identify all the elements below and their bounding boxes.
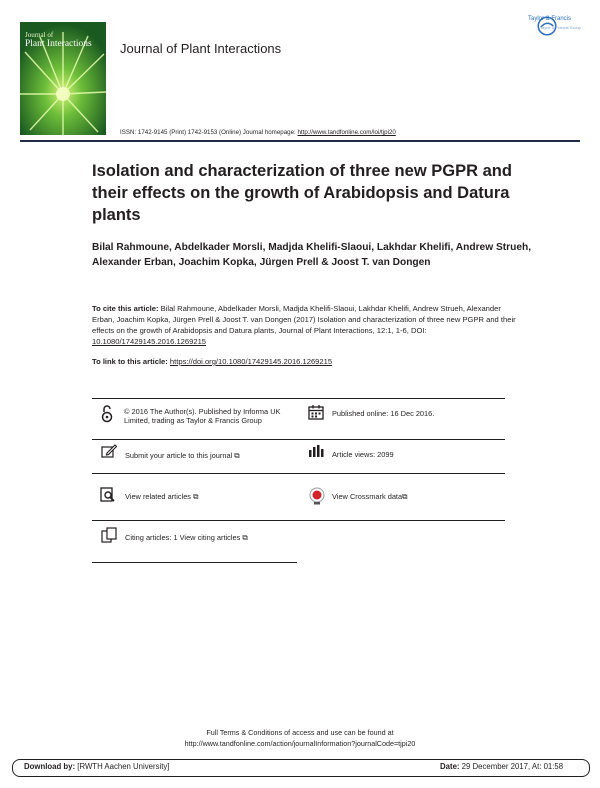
citation-block [92,303,522,347]
download-date-value: 29 December 2017, At: 01:58 [459,762,564,771]
issn-text: ISSN: 1742-9145 (Print) 1742-9153 (Online) Journal homepage: [120,129,298,136]
crossmark-icon [309,487,325,505]
external-link-icon: ⧉ [242,533,248,542]
cover-title-line2: Plant Interactions [25,39,92,49]
related-articles-label: View related articles [125,492,191,501]
crossmark-link[interactable] [332,492,407,501]
crossmark-label: View Crossmark data [332,492,403,501]
downloaded-by [24,762,169,771]
grid-rule-top [92,398,505,399]
cite-doi-link[interactable]: 10.1080/17429145.2016.1269215 [92,337,207,346]
submit-article-label: Submit your article to this journal [125,451,233,460]
grid-rule-1 [92,439,505,440]
citing-articles-link[interactable] [125,533,248,542]
published-date: Published online: 16 Dec 2016. [332,409,435,418]
downloaded-by-label: Download by: [24,762,76,771]
cover-title-line1: Journal of [25,31,54,39]
related-articles-link[interactable] [125,492,198,501]
related-articles-icon [100,487,116,503]
grid-rule-4 [92,562,297,563]
edit-icon [101,444,117,458]
downloaded-by-value: [RWTH Aachen University] [75,762,170,771]
article-title: Isolation and characterization of three new PGPR and their effects on the growth of Arabidopsis and Datura plants [92,162,512,224]
publisher-tagline: Taylor & Francis Group [540,25,581,30]
external-link-icon: ⧉ [234,451,240,460]
issn-line [120,129,396,136]
cite-text: Bilal Rahmoune, Abdelkader Morsli, Madjda Khelifi-Slaoui, Lakhdar Khelifi, Andrew Strueh, Alexander Erban, Joachim Kopka, Jürgen Prell & Joost T. van Dongen (2017) Isolation and characterization of three new PGPR and their effects on the growth of Arabidopsis and Datura plants, Journal of Plant Interactions, 12:1, 1-6, DOI: [92,304,516,335]
submit-article-link[interactable] [125,451,240,460]
publisher-name: Taylor & Francis [528,16,572,22]
journal-name: Journal of Plant Interactions [120,41,282,56]
journal-homepage-link[interactable]: http://www.tandfonline.com/loi/tjpi20 [297,129,396,136]
external-link-icon: ⧉ [193,492,199,501]
terms-text: Full Terms & Conditions of access and use can be found at [206,728,394,737]
grid-rule-3 [92,520,505,521]
grid-rule-2 [92,473,505,474]
external-link-icon: ⧉ [402,492,408,501]
download-date [440,762,563,771]
calendar-icon [308,404,324,420]
link-label: To link to this article: [92,357,170,366]
citing-articles-label: Citing articles: 1 View citing articles [125,533,241,542]
link-block [92,357,332,366]
download-date-label: Date: [440,762,460,771]
license-text: © 2016 The Author(s). Published by Informa UK Limited, trading as Taylor & Francis Group [124,407,281,425]
bar-chart-icon [308,444,324,458]
article-authors: Bilal Rahmoune, Abdelkader Morsli, Madjda Khelifi-Slaoui, Lakhdar Khelifi, Andrew Strueh, Alexander Erban, Joachim Kopka, Jürgen Prell & Joost T. van Dongen [92,242,532,268]
citing-articles-icon [101,527,117,543]
article-doi-link[interactable]: https://doi.org/10.1080/17429145.2016.1269215 [169,357,333,366]
cite-label: To cite this article: [92,304,159,313]
header-divider [20,140,580,142]
article-views: Article views: 2099 [332,450,394,459]
open-access-icon [100,405,114,423]
terms-link[interactable]: http://www.tandfonline.com/action/journalInformation?journalCode=tjpi20 [184,739,416,748]
